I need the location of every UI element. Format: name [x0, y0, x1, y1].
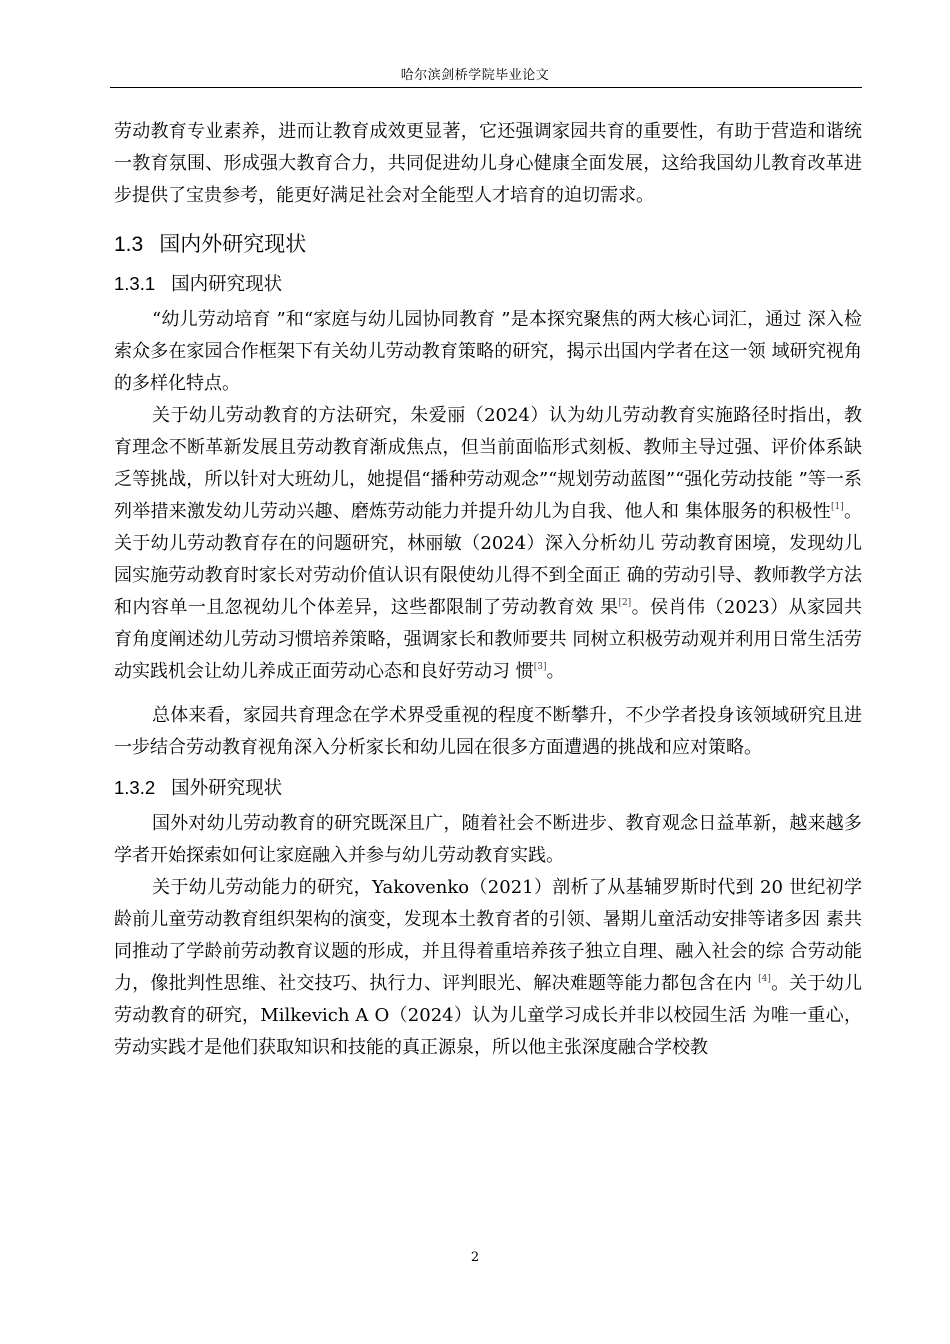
subsection-number: 1.3.1 [114, 273, 156, 294]
domestic-paragraph-2 [114, 400, 862, 688]
subsection-number: 1.3.2 [114, 777, 156, 798]
paragraph-text: 。关于幼儿劳动教育的研究，Milkevich A O（2024）认为儿童学习成长并非以校园生活 为唯一重心，劳动实践才是他们获取知识和技能的真正源泉，所以他主张深度融合学校教 [114, 973, 863, 1058]
subsection-heading-1-3-2 [114, 774, 862, 802]
intro-paragraph: 劳动教育专业素养，进而让教育成效更显著，它还强调家园共育的重要性，有助于营造和谐统一教育氛围、形成强大教育合力，共同促进幼儿身心健康全面发展，这给我国幼儿教育改革进步提供了宝贵参考，能更好满足社会对全能型人才培育的迫切需求。 [114, 121, 862, 206]
foreign-paragraph-2 [114, 872, 862, 1064]
paragraph-text: 。 [546, 661, 565, 682]
paragraph-text: 关于幼儿劳动能力的研究，Yakovenko（2021）剖析了从基辅罗斯时代到 20 世纪初学 龄前儿童劳动教育组织架构的演变，发现本土教育者的引领、暑期儿童活动安排等诸多因 素共同推动了学龄前劳动教育议题的形成，并且得着重培养孩子独立自理、融入社会的综 合劳动能力，像批判性思维、社交技巧、执行力、评判眼光、解决难题等能力都包含在内 [114, 877, 862, 994]
subsection-title: 国内研究现状 [171, 273, 283, 294]
section-title: 国内外研究现状 [159, 233, 307, 256]
subsection-heading-1-3-1 [114, 270, 862, 298]
citation-3: [3] [533, 662, 547, 672]
foreign-paragraph-1: 国外对幼儿劳动教育的研究既深且广，随着社会不断进步、教育观念日益革新，越来越多学者开始探索如何让家庭融入并参与幼儿劳动教育实践。 [114, 813, 862, 866]
header-rule [110, 87, 862, 88]
citation-2: [2] [618, 598, 632, 608]
domestic-paragraph-1: “幼儿劳动培育 ”和“家庭与幼儿园协同教育 ”是本探究聚焦的两大核心词汇，通过 深入检索众多在家园合作框架下有关幼儿劳动教育策略的研究，揭示出国内学者在这一领 域研究视角的多样化特点。 [114, 309, 862, 394]
subsection-title: 国外研究现状 [171, 777, 283, 798]
section-number: 1.3 [114, 233, 144, 256]
domestic-paragraph-3: 总体来看，家园共育理念在学术界受重视的程度不断攀升，不少学者投身该领域研究且进一步结合劳动教育视角深入分析家长和幼儿园在很多方面遭遇的挑战和应对策略。 [114, 705, 862, 758]
paragraph-text: 。关于幼儿劳动教育存在的问题研究，林丽敏（2024）深入分析幼儿 劳动教育困境，发现幼儿园实施劳动教育时家长对劳动价值认识有限使幼儿得不到全面正 确的劳动引导、教师教学方法和内容单一且忽视幼儿个体差异，这些都限制了劳动教育效 果 [114, 501, 863, 618]
paragraph-text: 关于幼儿劳动教育的方法研究，朱爱丽（2024）认为幼儿劳动教育实施路径时指出，教育理念不断革新发展且劳动教育渐成焦点，但当前面临形式刻板、教师主导过强、评价体系缺乏等挑战，所以针对大班幼儿，她提倡“播种劳动观念”“规划劳动蓝图”“强化劳动技能 ”等一系列举措来激发幼儿劳动兴趣、磨炼劳动能力并提升幼儿为自我、他人和 集体服务的积极性 [114, 405, 862, 522]
paragraph-gap [114, 688, 862, 700]
section-heading-1-3 [114, 230, 862, 260]
page-number: 2 [470, 1250, 480, 1265]
page-body [114, 116, 862, 1064]
citation-4: [4] [758, 974, 771, 984]
citation-1: [1] [831, 502, 844, 512]
paragraph-text: 。侯肖伟（2023）从家园共育角度阐述幼儿劳动习惯培养策略，强调家长和教师要共 同树立积极劳动观并利用日常生活劳动实践机会让幼儿养成正面劳动心态和良好劳动习 惯 [114, 597, 862, 682]
running-header: 哈尔滨剑桥学院毕业论文 [400, 68, 550, 83]
